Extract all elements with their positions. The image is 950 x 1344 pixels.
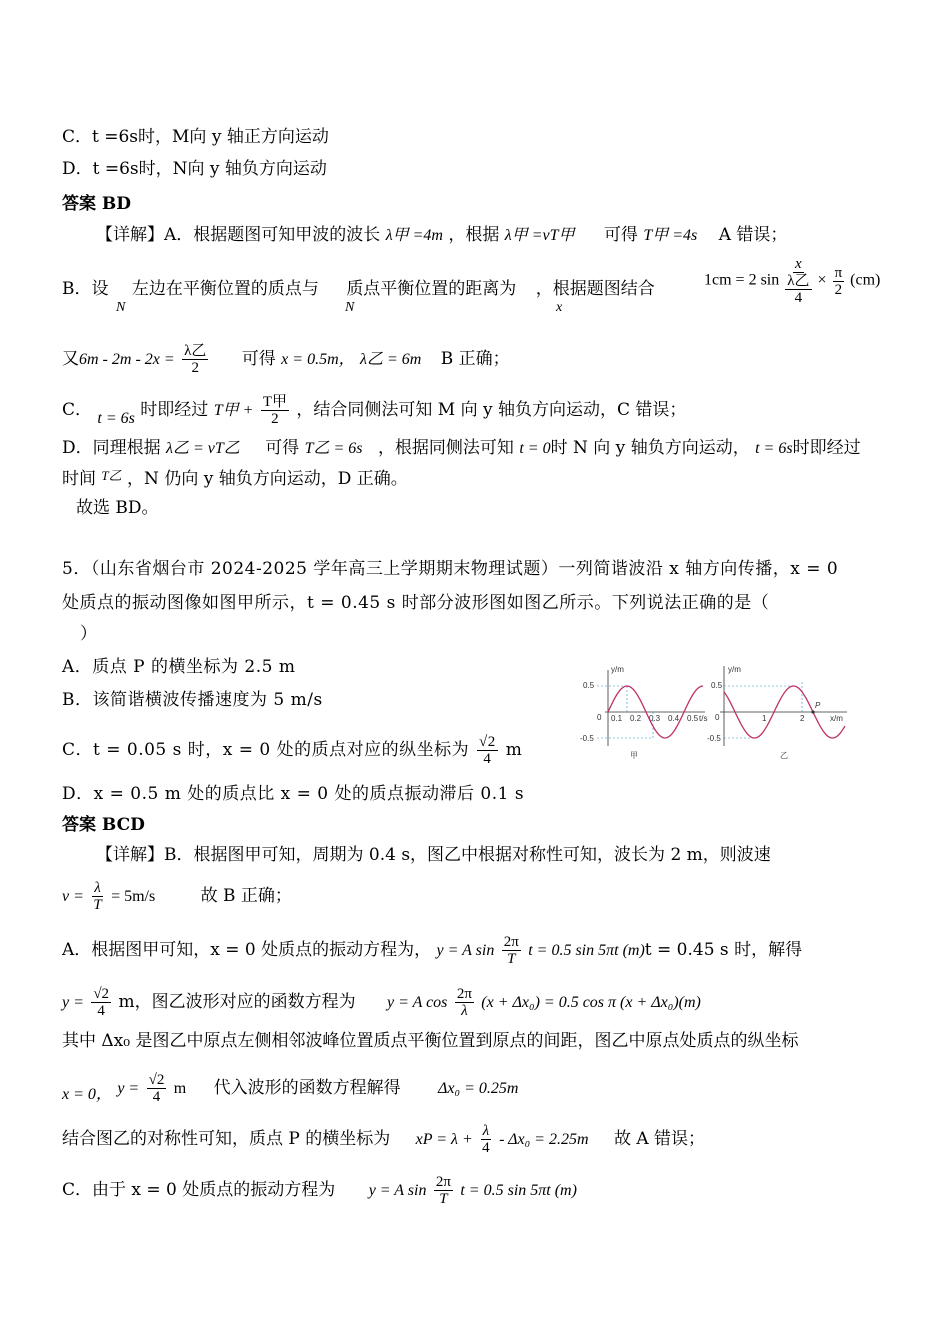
ylabel-yi: y/m xyxy=(728,665,741,674)
frac-den: 4 xyxy=(482,1140,490,1156)
formula-xp-value: - Δx₀ = 2.25m xyxy=(499,1131,589,1148)
explain-v-line xyxy=(62,880,888,913)
detail-b2-text: 又 xyxy=(62,349,79,369)
formula-y-acos: y = A cos xyxy=(386,994,448,1011)
formula-v-value: = 5m/s xyxy=(111,888,156,905)
detail-b2-text2: 可得 xyxy=(241,349,276,369)
detail-a-text: 【详解】A．根据题图可知甲波的波长 xyxy=(96,225,381,245)
frac-den: 4 xyxy=(483,751,492,767)
answer-label-2: 答案 BCD xyxy=(62,815,145,835)
ytick-yi-neg0.5: -0.5 xyxy=(707,734,721,743)
xlabel-jia: t/s xyxy=(699,714,708,723)
formula-x0: x = 0， xyxy=(62,1086,112,1103)
frac-den: λ乙 xyxy=(787,273,810,289)
detail-a-text2: ，根据 xyxy=(448,225,500,245)
frac-num: √2 xyxy=(148,1072,165,1088)
frac-den: 4 xyxy=(97,1003,105,1019)
option-d-q5: D．x = 0.5 m 处的质点比 x = 0 处的质点振动滞后 0.1 s xyxy=(62,784,525,804)
unit-m: m xyxy=(173,1080,187,1097)
explain-x0-line xyxy=(62,1072,888,1105)
frac-t-jia-over-2 xyxy=(261,394,289,427)
ytick-yi-0.5: 0.5 xyxy=(711,681,723,690)
frac-den: λ xyxy=(461,1003,468,1019)
detail-c-text: C． xyxy=(62,400,93,420)
question-5-line-2: 处质点的振动图像如图甲所示，t = 0.45 s 时部分波形图如图乙所示。下列说法正确的是（ xyxy=(62,593,770,613)
frac-num: √2 xyxy=(93,986,110,1002)
origin-yi: 0 xyxy=(715,713,720,722)
xtick-yi-2: 2 xyxy=(800,714,805,723)
frac-2pi-over-t xyxy=(434,1174,453,1207)
detail-b-text3: 质点平衡位置的距离为 xyxy=(346,279,517,299)
ylabel-jia: y/m xyxy=(611,665,624,674)
frac-lambda-yi-over-2 xyxy=(182,343,208,376)
var-n-2: N xyxy=(345,300,355,315)
formula-x-05: x = 0.5m， xyxy=(281,351,355,368)
caption-yi: 乙 xyxy=(780,751,788,760)
detail-d-text3: ，根据同侧法可知 xyxy=(377,438,514,458)
origin-jia: 0 xyxy=(597,713,602,722)
frac-den: 2 xyxy=(834,281,843,298)
explain-a-text: A．根据图甲可知，x = 0 处质点的振动方程为， xyxy=(62,940,432,960)
formula-dx0: Δx₀ = 0.25m xyxy=(438,1080,519,1097)
formula-t0: t = 0 xyxy=(519,440,551,457)
xtick-yi-1: 1 xyxy=(762,714,767,723)
detail-d2-line xyxy=(62,468,888,491)
detail-d2-text2: ，N 仍向 y 轴负方向运动，D 正确。 xyxy=(127,469,408,489)
formula-lambda-vt-yi: λ乙 = vT乙 xyxy=(166,440,240,457)
frac-den2: 4 xyxy=(794,290,803,306)
ytick-jia-0.5: 0.5 xyxy=(583,681,595,690)
formula-xp: xP = λ + xyxy=(415,1131,473,1148)
xtick-jia-0.2: 0.2 xyxy=(630,714,642,723)
formula-t-yi: T乙 = 6s xyxy=(304,440,363,457)
frac-den: 4 xyxy=(152,1089,161,1105)
answer-label-1: 答案 BD xyxy=(62,194,132,214)
formula-b-equation: 1cm = 2 sin x λ乙 4 × $\frac{\pi}{2}$ (cm) xyxy=(704,256,881,306)
formula-t6s-2: t = 6s xyxy=(755,440,793,457)
frac-den: T xyxy=(439,1191,448,1207)
frac-den: 2 xyxy=(271,411,279,427)
explain-v-text: 故 B 正确； xyxy=(200,886,292,906)
explain-a-line xyxy=(62,934,888,967)
point-p-label: P xyxy=(815,701,821,710)
formula-b2-eq: 6m - 2m - 2x = xyxy=(79,351,175,368)
detail-d-text: D．同理根据 xyxy=(62,438,161,458)
detail-c-text2: 时即经过 xyxy=(140,400,209,420)
frac-pi-over-2 xyxy=(833,265,845,298)
question-5-line-1: 5．（山东省烟台市 2024-2025 学年高三上学期期末物理试题）一列简谐波沿 x 轴方向传播，x = 0 xyxy=(62,559,839,579)
formula-y-asin: y = A sin xyxy=(436,942,495,959)
option-d-line: D．t =6s时，N向 y 轴负方向运动 xyxy=(62,159,327,179)
xtick-jia-0.4: 0.4 xyxy=(668,714,680,723)
explain-c-text: C．由于 x = 0 处质点的振动方程为 xyxy=(62,1180,336,1200)
detail-b-text2: 左边在平衡位置的质点与 xyxy=(131,279,319,299)
detail-a-line xyxy=(96,224,888,247)
formula-b-unit: (cm) xyxy=(850,271,881,289)
detail-b2-line xyxy=(62,343,888,376)
formula-t-yi-2: T乙 xyxy=(101,468,122,483)
vibration-graph-jia xyxy=(580,665,707,760)
formula-y-value: t = 0.5 sin 5πt (m) xyxy=(528,942,645,959)
detail-d2-text: 时间 xyxy=(62,469,96,489)
option-a-q5: A．质点 P 的横坐标为 2.5 m xyxy=(62,657,296,677)
explain-x0-text: 代入波形的函数方程解得 xyxy=(213,1078,401,1098)
explain-c-line xyxy=(62,1174,888,1207)
xlabel-yi: x/m xyxy=(830,714,843,723)
formula-b-left: 1cm = 2 sin xyxy=(704,271,780,289)
explain-y-line xyxy=(62,986,888,1019)
frac-den: T xyxy=(93,897,102,913)
frac-num: 2π xyxy=(503,934,519,950)
formula-t-jia: T甲 =4s xyxy=(643,227,698,244)
xtick-jia-0.1: 0.1 xyxy=(611,714,623,723)
wave-figure xyxy=(575,660,850,760)
formula-t6s: t = 6s xyxy=(97,410,135,427)
frac-den: T xyxy=(507,951,516,967)
frac-sqrt2-over-4 xyxy=(147,1072,167,1105)
question-5-line-3: ） xyxy=(80,624,98,644)
option-c-unit: m xyxy=(505,740,523,760)
frac-num: λ xyxy=(482,1123,490,1139)
detail-c-text3: ，结合同侧法可知 M 向 y 轴负方向运动，C 错误； xyxy=(296,400,687,420)
frac-num: 2π xyxy=(456,986,472,1002)
point-p-marker xyxy=(811,710,814,713)
frac-num: λ乙 xyxy=(184,343,207,359)
formula-lambda-vt: λ甲 =vT甲 xyxy=(504,227,575,244)
formula-y-value-2: t = 0.5 sin 5πt (m) xyxy=(460,1182,577,1199)
explain-dx-line: 其中 Δx₀ 是图乙中原点左侧相邻波峰位置质点平衡位置到原点的间距，图乙中原点处质点的纵坐标 xyxy=(62,1031,799,1051)
explain-p-line xyxy=(62,1123,888,1156)
xtick-jia-0.5: 0.5 xyxy=(687,714,699,723)
detail-a-text4: A 错误； xyxy=(718,225,788,245)
frac-lambda-over-4 xyxy=(480,1123,492,1156)
frac-den: 2 xyxy=(191,360,199,376)
frac-num: π xyxy=(834,264,843,281)
frac-sqrt2-over-4 xyxy=(477,734,498,767)
explain-b-line: 【详解】B．根据图甲可知，周期为 0.4 s，图乙中根据对称性可知，波长为 2 m，则波速 xyxy=(96,845,771,865)
ytick-jia-neg0.5: -0.5 xyxy=(580,734,594,743)
var-x: x xyxy=(556,300,563,315)
xtick-jia-0.3: 0.3 xyxy=(649,714,661,723)
var-n-1: N xyxy=(116,300,126,315)
explain-p-text2: 故 A 错误； xyxy=(613,1129,706,1149)
waveform-graph-yi xyxy=(707,665,847,760)
detail-b-text4: ，根据题图结合 xyxy=(535,279,655,299)
frac-num: T甲 xyxy=(262,394,287,410)
option-c-line: C．t =6s时，M向 y 轴正方向运动 xyxy=(62,127,329,147)
detail-d-text2: 可得 xyxy=(265,438,300,458)
detail-b-text: B．设 xyxy=(62,279,109,299)
detail-d-text5: 时即经过 xyxy=(792,438,861,458)
detail-c-line xyxy=(62,394,888,427)
frac-num: √2 xyxy=(479,734,496,750)
option-c-text: C．t = 0.05 s 时，x = 0 处的质点对应的纵坐标为 xyxy=(62,740,470,760)
formula-t-jia-plus: T甲 + xyxy=(213,402,254,419)
detail-b2-text3: B 正确； xyxy=(440,349,510,369)
formula-lambda-yi: λ乙 = 6m xyxy=(360,351,422,368)
formula-y: y = xyxy=(62,994,84,1011)
frac-x-over-lambda xyxy=(785,256,811,306)
frac-2pi-over-t xyxy=(502,934,521,967)
frac-lambda-over-t xyxy=(91,880,103,913)
formula-y2: y = xyxy=(117,1080,140,1097)
frac-num: 2π xyxy=(435,1174,451,1190)
detail-d-line xyxy=(62,437,888,460)
formula-cos-value: (x + Δx₀) = 0.5 cos π (x + Δx₀)(m) xyxy=(481,994,701,1011)
frac-num: x xyxy=(795,256,802,272)
frac-2pi-over-lambda xyxy=(455,986,474,1019)
frac-sqrt2-over-4 xyxy=(91,986,111,1019)
option-b-q5: B．该简谐横波传播速度为 5 m/s xyxy=(62,690,323,710)
detail-a-text3: 可得 xyxy=(603,225,638,245)
frac-num: λ xyxy=(94,880,101,896)
explain-a-text2: t = 0.45 s 时，解得 xyxy=(644,940,803,960)
explain-y-text: m，图乙波形对应的函数方程为 xyxy=(118,992,356,1012)
formula-lambda-jia: λ甲 =4m xyxy=(385,227,443,244)
formula-y-asin-2: y = A sin xyxy=(368,1182,427,1199)
detail-d-text4: 时 N 向 y 轴负方向运动， xyxy=(550,438,750,458)
formula-v: v = xyxy=(62,888,84,905)
selection-line-1: 故选 BD。 xyxy=(76,498,159,518)
explain-p-text: 结合图乙的对称性可知，质点 P 的横坐标为 xyxy=(62,1129,391,1149)
caption-jia: 甲 xyxy=(630,751,638,760)
